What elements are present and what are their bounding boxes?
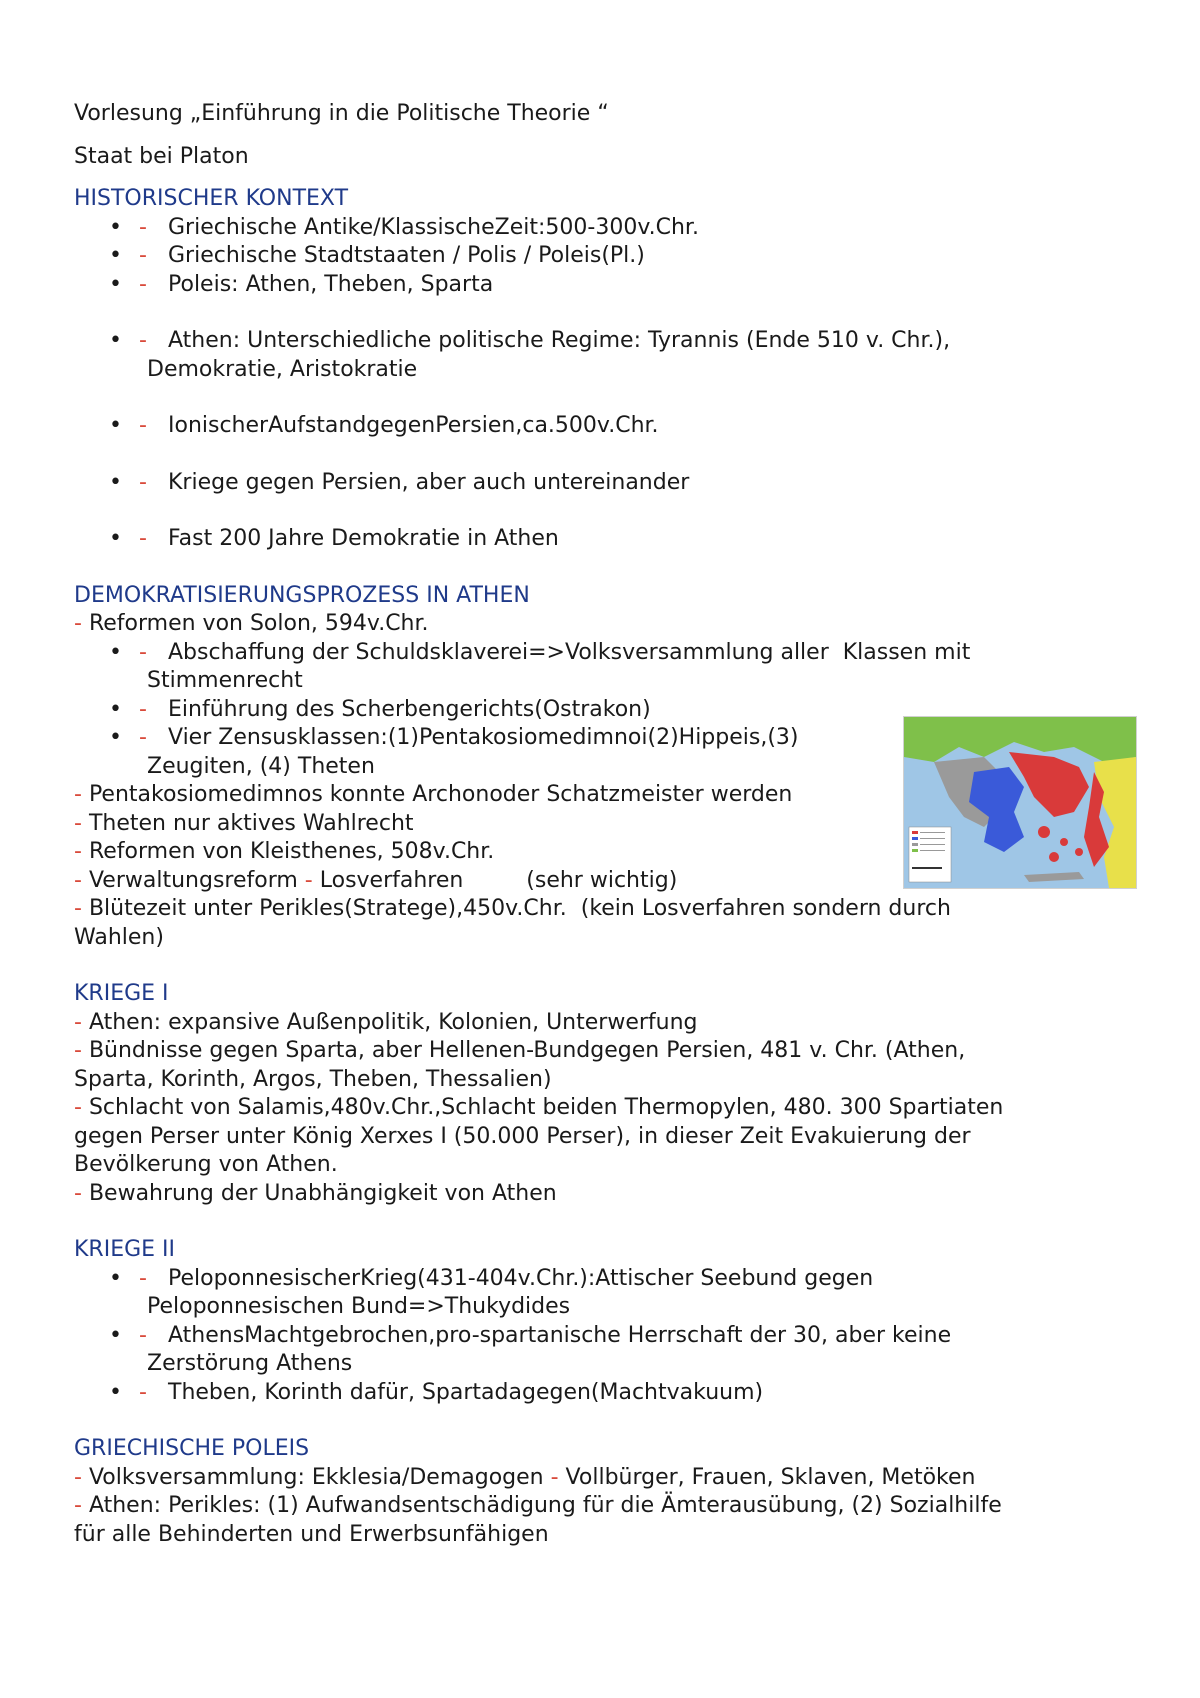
text-line: - Schlacht von Salamis,480v.Chr.,Schlacht beiden Thermopylen, 480. 300 Spartiaten [74,1095,1004,1120]
list-item-continuation: Stimmenrecht [147,668,303,693]
list-item: • - Griechische Stadtstaaten / Polis / Poleis(Pl.) [109,243,645,268]
text-line-continuation: gegen Perser unter König Xerxes I (50.000 Perser), in dieser Zeit Evakuierung der [74,1123,971,1149]
text-line: - Theten nur aktives Wahlrecht [74,810,414,836]
document-subtitle: Staat bei Platon [74,143,249,169]
list-item: • - Abschaffung der Schuldsklaverei=>Volksversammlung aller Klassen mit [109,639,971,665]
text-line-continuation: Sparta, Korinth, Argos, Theben, Thessalien) [74,1066,552,1092]
greece-map-graphic [904,717,1136,888]
heading-griechische-poleis: GRIECHISCHE POLEIS [74,1436,310,1461]
text-line: - Reformen von Solon, 594v.Chr. [74,611,429,636]
list-item-continuation: Demokratie, Aristokratie [147,356,418,382]
list-item: • - Athen: Unterschiedliche politische Regime: Tyrannis (Ende 510 v. Chr.), [109,328,951,353]
list-item: • - Poleis: Athen, Theben, Sparta [109,271,494,297]
list-item: • - Theben, Korinth dafür, Spartadagegen(Machtvakuum) [109,1379,764,1405]
text-line: - Athen: expansive Außenpolitik, Kolonien, Unterwerfung [74,1009,698,1035]
text-line: - Pentakosiomedimnos konnte Archonoder Schatzmeister werden [74,782,793,807]
text-line: - Bewahrung der Unabhängigkeit von Athen [74,1180,557,1206]
list-item: • - Vier Zensusklassen:(1)Pentakosiomedimnoi(2)Hippeis,(3) [109,725,799,750]
map-image [903,716,1137,889]
list-item-continuation: Zeugiten, (4) Theten [147,753,375,779]
text-line: - Blütezeit unter Perikles(Stratege),450v.Chr. (kein Losverfahren sondern durch [74,896,951,921]
heading-kriege-1: KRIEGE I [74,981,169,1006]
text-line: - Athen: Perikles: (1) Aufwandsentschädigung für die Ämterausübung, (2) Sozialhilfe [74,1493,1002,1518]
text-line: - Bündnisse gegen Sparta, aber Hellenen-Bundgegen Persien, 481 v. Chr. (Athen, [74,1038,966,1063]
list-item: • - AthensMachtgebrochen,pro-spartanische Herrschaft der 30, aber keine [109,1322,952,1348]
list-item: • - PeloponnesischerKrieg(431-404v.Chr.):Attischer Seebund gegen [109,1265,874,1291]
list-item: • - Kriege gegen Persien, aber auch untereinander [109,469,690,495]
heading-kriege-2: KRIEGE II [74,1237,176,1262]
heading-demokratisierung: DEMOKRATISIERUNGSPROZESS IN ATHEN [74,582,530,608]
list-item: • - IonischerAufstandgegenPersien,ca.500v.Chr. [109,413,659,438]
document-title: Vorlesung „Einführung in die Politische Theorie “ [74,101,609,126]
text-line: - Volksversammlung: Ekklesia/Demagogen - Vollbürger, Frauen, Sklaven, Metöken [74,1464,976,1490]
list-item: • - Fast 200 Jahre Demokratie in Athen [109,526,559,551]
list-item-continuation: Peloponnesischen Bund=>Thukydides [147,1294,571,1319]
text-line-continuation: für alle Behinderten und Erwerbsunfähigen [74,1521,549,1547]
text-line-continuation: Wahlen) [74,924,164,950]
list-item-continuation: Zerstörung Athens [147,1351,353,1376]
list-item: • - Einführung des Scherbengerichts(Ostrakon) [109,696,651,722]
heading-historischer-kontext: HISTORISCHER KONTEXT [74,186,349,211]
text-line-continuation: Bevölkerung von Athen. [74,1152,338,1177]
list-item: • - Griechische Antike/KlassischeZeit:500-300v.Chr. [109,214,699,240]
text-line: - Verwaltungsreform - Losverfahren (sehr wichtig) [74,867,678,893]
text-line: - Reformen von Kleisthenes, 508v.Chr. [74,839,495,864]
